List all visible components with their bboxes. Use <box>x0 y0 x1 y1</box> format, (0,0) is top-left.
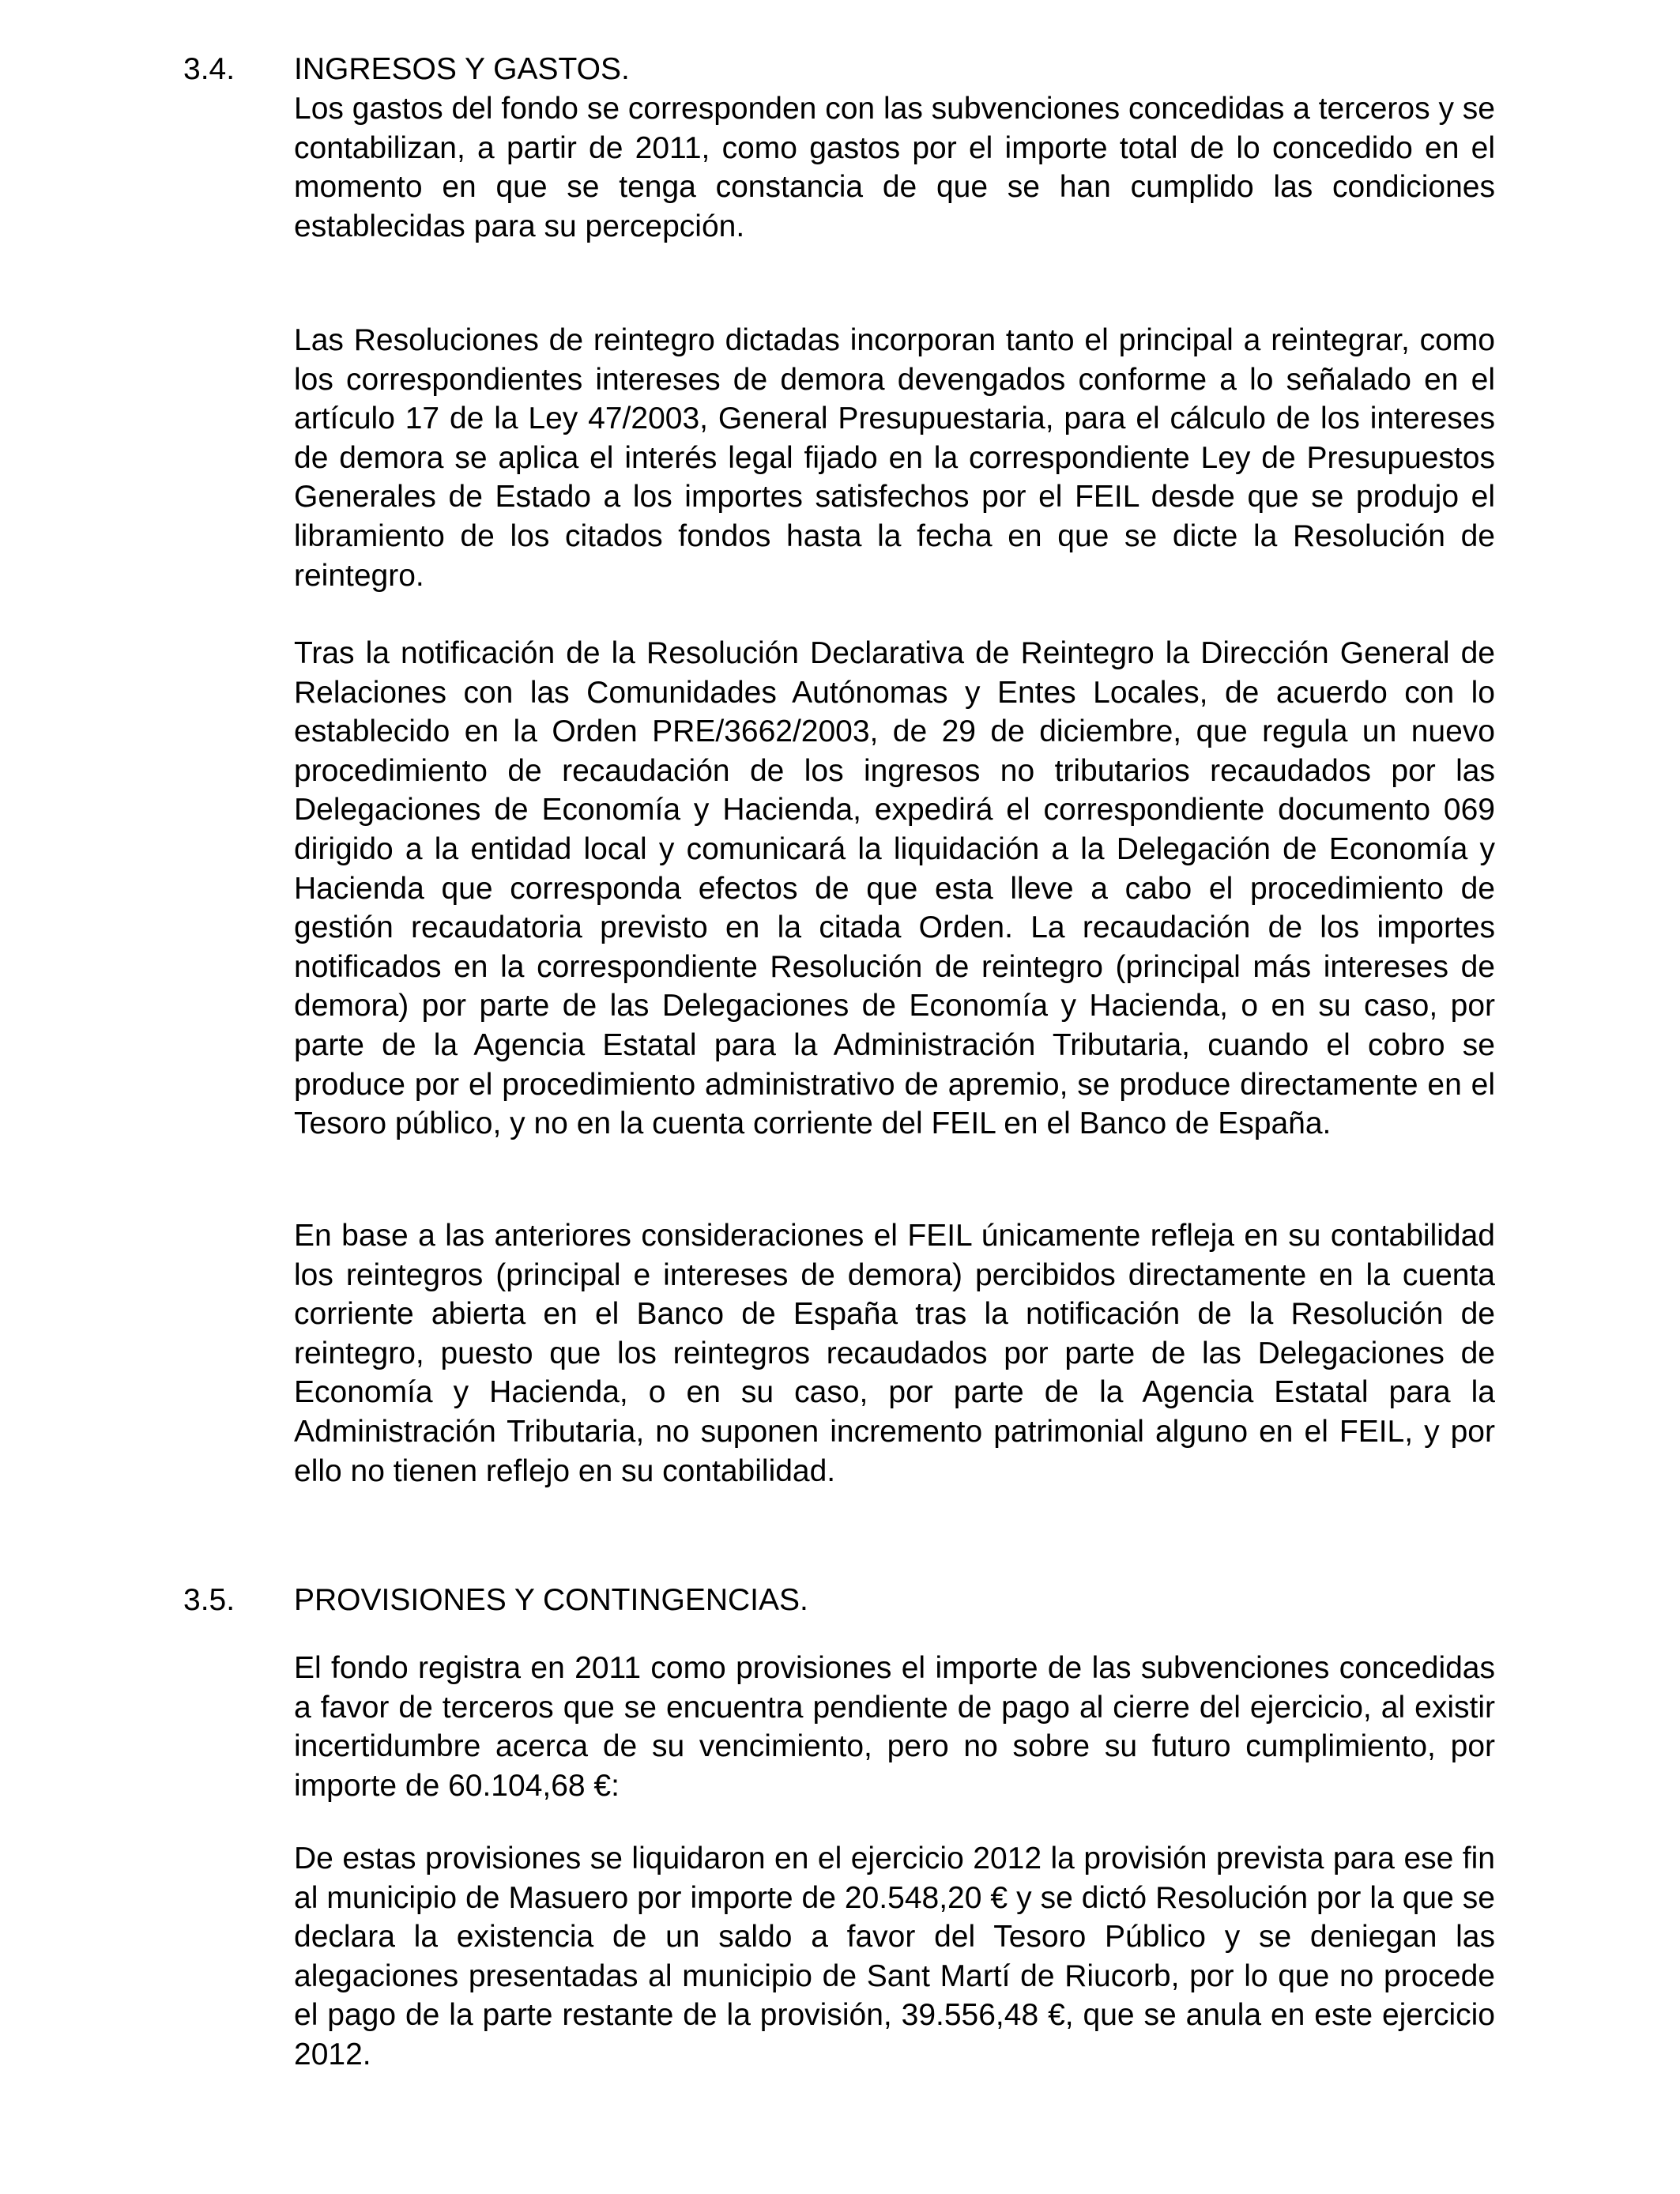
paragraph-gastos-fondo: Los gastos del fondo se corresponden con las subvenciones concedidas a terceros y se contabilizan, a partir de 2011, como gastos por el importe total de lo concedido en el momento en que se tenga constancia de que se han cumplido las condiciones establecidas para su percepción. <box>294 92 1495 243</box>
section-heading <box>183 1581 1495 1620</box>
section-title: PROVISIONES Y CONTINGENCIAS. <box>294 1583 808 1617</box>
section-number: 3.4. <box>183 52 235 86</box>
paragraph-base-consideraciones: En base a las anteriores consideraciones el FEIL únicamente refleja en su contabilidad los reintegros (principal e intereses de demora) percibidos directamente en la cuenta corriente abierta en el Banco de España tras la notificación de la Resolución de reintegro, puesto que los reintegros recaudados por parte de las Delegaciones de Economía y Hacienda, o en su caso, por parte de la Agencia Estatal para la Administración Tributaria, no suponen incremento patrimonial alguno en el FEIL, y por ello no tienen reflejo en su contabilidad. <box>294 1219 1495 1488</box>
section-title: INGRESOS Y GASTOS. <box>294 52 630 86</box>
paragraph-resoluciones-reintegro: Las Resoluciones de reintegro dictadas incorporan tanto el principal a reintegrar, como los correspondientes intereses de demora devengados conforme a lo señalado en el artículo 17 de la Ley 47/2003, General Presupuestaria, para el cálculo de los intereses de demora se aplica el interés legal fijado en la correspondiente Ley de Presupuestos Generales de Estado a los importes satisfechos por el FEIL desde que se produjo el libramiento de los citados fondos hasta la fecha en que se dicte la Resolución de reintegro. <box>294 323 1495 593</box>
section-heading <box>183 50 1495 89</box>
section-3-5-heading <box>183 1581 1495 1620</box>
paragraph-notificacion-resolucion: Tras la notificación de la Resolución Declarativa de Reintegro la Dirección General de Relaciones con las Comunidades Autónomas y Entes Locales, de acuerdo con lo establecido en la Orden PRE/3662/2003, de 29 de diciembre, que regula un nuevo procedimiento de recaudación de los ingresos no tributarios recaudados por las Delegaciones de Economía y Hacienda, expedirá el correspondiente documento 069 dirigido a la entidad local y comunicará la liquidación a la Delegación de Economía y Hacienda que corresponda efectos de que esta lleve a cabo el procedimiento de gestión recaudatoria previsto en la citada Orden. La recaudación de los importes notificados en la correspondiente Resolución de reintegro (principal más intereses de demora) por parte de las Delegaciones de Economía y Hacienda, o en su caso, por parte de la Agencia Estatal para la Administración Tributaria, cuando el cobro se produce por el procedimiento administrativo de apremio, se produce directamente en el Tesoro público, y no en la cuenta corriente del FEIL en el Banco de España. <box>294 636 1495 1141</box>
paragraph-fondo-provisiones: El fondo registra en 2011 como provisiones el importe de las subvenciones concedidas a favor de terceros que se encuentra pendiente de pago al cierre del ejercicio, al existir incertidumbre acerca de su vencimiento, pero no sobre su futuro cumplimiento, por importe de 60.104,68 €: <box>294 1651 1495 1803</box>
section-3-4-heading <box>183 50 1495 89</box>
section-number: 3.5. <box>183 1583 235 1617</box>
paragraph-provisiones-liquidadas: De estas provisiones se liquidaron en el ejercicio 2012 la provisión prevista para ese fin al municipio de Masuero por importe de 20.548,20 € y se dictó Resolución por la que se declara la existencia de un saldo a favor del Tesoro Público y se deniegan las alegaciones presentadas al municipio de Sant Martí de Riucorb, por lo que no procede el pago de la parte restante de la provisión, 39.556,48 €, que se anula en este ejercicio 2012. <box>294 1842 1495 2071</box>
